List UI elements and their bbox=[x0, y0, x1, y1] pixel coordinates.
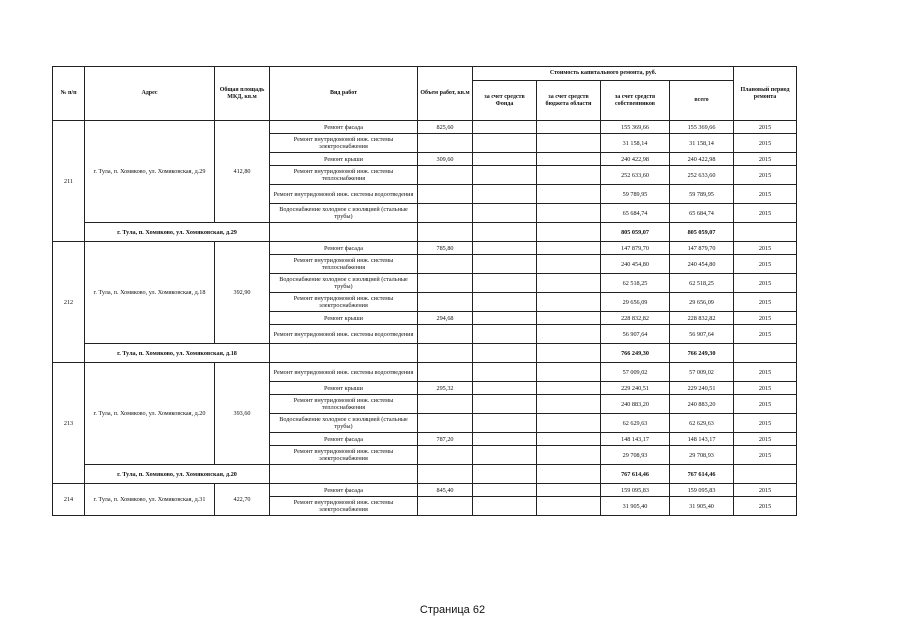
budget-cell bbox=[537, 382, 601, 395]
subtotal-budget-cell bbox=[537, 223, 601, 242]
row-number: 214 bbox=[53, 484, 85, 516]
budget-cell bbox=[537, 484, 601, 497]
header-address: Адрес bbox=[85, 67, 215, 121]
total-cost-cell: 31 905,40 bbox=[670, 497, 734, 516]
fund-cell bbox=[473, 433, 537, 446]
period-cell: 2015 bbox=[734, 312, 797, 325]
header-fund: за счет средств Фонда bbox=[473, 81, 537, 121]
total-cost-cell: 147 879,70 bbox=[670, 242, 734, 255]
subtotal-owners-cost: 766 249,30 bbox=[601, 344, 670, 363]
owners-cost-cell: 57 009,02 bbox=[601, 363, 670, 382]
work-type-cell: Ремонт внутридомовой инж. системы теплоснабжения bbox=[270, 166, 418, 185]
work-type-cell: Водоснабжение холодное с изоляцией (стальные трубы) bbox=[270, 204, 418, 223]
budget-cell bbox=[537, 274, 601, 293]
table-row bbox=[53, 121, 797, 134]
budget-cell bbox=[537, 446, 601, 465]
total-cost-cell: 148 143,17 bbox=[670, 433, 734, 446]
period-cell: 2015 bbox=[734, 325, 797, 344]
work-type-cell: Ремонт внутридомовой инж. системы водоотведения bbox=[270, 363, 418, 382]
subtotal-work-cell bbox=[270, 344, 418, 363]
document-page bbox=[52, 66, 797, 516]
owners-cost-cell: 240 883,20 bbox=[601, 395, 670, 414]
owners-cost-cell: 240 454,80 bbox=[601, 255, 670, 274]
total-cost-cell: 29 656,09 bbox=[670, 293, 734, 312]
volume-cell bbox=[418, 325, 473, 344]
header-budget: за счет средств бюджета области bbox=[537, 81, 601, 121]
header-period: Плановый период ремонта bbox=[734, 67, 797, 121]
area-cell: 412,80 bbox=[215, 121, 270, 223]
work-type-cell: Ремонт внутридомовой инж. системы водоотведения bbox=[270, 185, 418, 204]
total-cost-cell: 59 789,95 bbox=[670, 185, 734, 204]
row-number: 212 bbox=[53, 242, 85, 363]
budget-cell bbox=[537, 363, 601, 382]
budget-cell bbox=[537, 121, 601, 134]
fund-cell bbox=[473, 293, 537, 312]
subtotal-total-cost: 766 249,30 bbox=[670, 344, 734, 363]
table-row bbox=[53, 484, 797, 497]
subtotal-budget-cell bbox=[537, 344, 601, 363]
subtotal-vol-cell bbox=[418, 344, 473, 363]
fund-cell bbox=[473, 166, 537, 185]
budget-cell bbox=[537, 497, 601, 516]
period-cell: 2015 bbox=[734, 274, 797, 293]
fund-cell bbox=[473, 395, 537, 414]
total-cost-cell: 228 832,82 bbox=[670, 312, 734, 325]
subtotal-total-cost: 767 614,46 bbox=[670, 465, 734, 484]
period-cell: 2015 bbox=[734, 446, 797, 465]
work-type-cell: Ремонт фасада bbox=[270, 484, 418, 497]
budget-cell bbox=[537, 185, 601, 204]
volume-cell bbox=[418, 446, 473, 465]
subtotal-fund-cell bbox=[473, 465, 537, 484]
total-cost-cell: 240 454,80 bbox=[670, 255, 734, 274]
volume-cell: 294,68 bbox=[418, 312, 473, 325]
volume-cell bbox=[418, 497, 473, 516]
subtotal-vol-cell bbox=[418, 465, 473, 484]
period-cell: 2015 bbox=[734, 153, 797, 166]
total-cost-cell: 252 633,60 bbox=[670, 166, 734, 185]
owners-cost-cell: 240 422,98 bbox=[601, 153, 670, 166]
period-cell: 2015 bbox=[734, 484, 797, 497]
owners-cost-cell: 228 832,82 bbox=[601, 312, 670, 325]
work-type-cell: Ремонт внутридомовой инж. системы электроснабжения bbox=[270, 134, 418, 153]
total-cost-cell: 57 009,02 bbox=[670, 363, 734, 382]
fund-cell bbox=[473, 153, 537, 166]
budget-cell bbox=[537, 255, 601, 274]
volume-cell bbox=[418, 185, 473, 204]
volume-cell bbox=[418, 166, 473, 185]
volume-cell: 295,32 bbox=[418, 382, 473, 395]
work-type-cell: Ремонт фасада bbox=[270, 121, 418, 134]
volume-cell: 785,80 bbox=[418, 242, 473, 255]
work-type-cell: Ремонт крыши bbox=[270, 382, 418, 395]
fund-cell bbox=[473, 242, 537, 255]
repair-cost-table bbox=[52, 66, 797, 516]
subtotal-period-cell bbox=[734, 465, 797, 484]
period-cell: 2015 bbox=[734, 414, 797, 433]
subtotal-address: г. Тула, п. Хомяково, ул. Хомяковская, д.29 bbox=[85, 223, 270, 242]
period-cell: 2015 bbox=[734, 166, 797, 185]
owners-cost-cell: 59 789,95 bbox=[601, 185, 670, 204]
volume-cell bbox=[418, 414, 473, 433]
owners-cost-cell: 31 158,14 bbox=[601, 134, 670, 153]
work-type-cell: Ремонт внутридомовой инж. системы электроснабжения bbox=[270, 497, 418, 516]
fund-cell bbox=[473, 484, 537, 497]
area-cell: 422,70 bbox=[215, 484, 270, 516]
volume-cell bbox=[418, 255, 473, 274]
total-cost-cell: 62 518,25 bbox=[670, 274, 734, 293]
header-volume: Объем работ, кв.м bbox=[418, 67, 473, 121]
owners-cost-cell: 155 369,66 bbox=[601, 121, 670, 134]
period-cell: 2015 bbox=[734, 255, 797, 274]
period-cell: 2015 bbox=[734, 363, 797, 382]
table-body bbox=[53, 121, 797, 516]
total-cost-cell: 240 883,20 bbox=[670, 395, 734, 414]
budget-cell bbox=[537, 325, 601, 344]
budget-cell bbox=[537, 153, 601, 166]
subtotal-row bbox=[53, 344, 797, 363]
fund-cell bbox=[473, 204, 537, 223]
budget-cell bbox=[537, 242, 601, 255]
row-number: 213 bbox=[53, 363, 85, 484]
fund-cell bbox=[473, 121, 537, 134]
volume-cell: 787,20 bbox=[418, 433, 473, 446]
area-cell: 392,90 bbox=[215, 242, 270, 344]
page-number: Страница 62 bbox=[419, 604, 486, 616]
header-area: Общая площадь МКД, кв.м bbox=[215, 67, 270, 121]
row-number: 211 bbox=[53, 121, 85, 242]
subtotal-row bbox=[53, 223, 797, 242]
period-cell: 2015 bbox=[734, 242, 797, 255]
work-type-cell: Ремонт внутридомовой инж. системы теплоснабжения bbox=[270, 255, 418, 274]
subtotal-period-cell bbox=[734, 223, 797, 242]
header-cost-group: Стоимость капитального ремонта, руб. bbox=[473, 67, 734, 81]
budget-cell bbox=[537, 395, 601, 414]
fund-cell bbox=[473, 325, 537, 344]
work-type-cell: Ремонт внутридомовой инж. системы теплоснабжения bbox=[270, 395, 418, 414]
subtotal-row bbox=[53, 465, 797, 484]
owners-cost-cell: 62 629,63 bbox=[601, 414, 670, 433]
table-row bbox=[53, 363, 797, 382]
period-cell: 2015 bbox=[734, 134, 797, 153]
subtotal-total-cost: 805 059,07 bbox=[670, 223, 734, 242]
volume-cell: 825,60 bbox=[418, 121, 473, 134]
work-type-cell: Ремонт внутридомовой инж. системы водоотведения bbox=[270, 325, 418, 344]
fund-cell bbox=[473, 497, 537, 516]
subtotal-owners-cost: 805 059,07 bbox=[601, 223, 670, 242]
period-cell: 2015 bbox=[734, 382, 797, 395]
work-type-cell: Ремонт фасада bbox=[270, 433, 418, 446]
owners-cost-cell: 29 708,93 bbox=[601, 446, 670, 465]
total-cost-cell: 240 422,98 bbox=[670, 153, 734, 166]
subtotal-address: г. Тула, п. Хомяково, ул. Хомяковская, д.18 bbox=[85, 344, 270, 363]
subtotal-owners-cost: 767 614,46 bbox=[601, 465, 670, 484]
work-type-cell: Ремонт крыши bbox=[270, 153, 418, 166]
work-type-cell: Ремонт внутридомовой инж. системы электроснабжения bbox=[270, 446, 418, 465]
volume-cell bbox=[418, 274, 473, 293]
budget-cell bbox=[537, 166, 601, 185]
volume-cell: 845,40 bbox=[418, 484, 473, 497]
fund-cell bbox=[473, 255, 537, 274]
work-type-cell: Ремонт крыши bbox=[270, 312, 418, 325]
subtotal-work-cell bbox=[270, 465, 418, 484]
fund-cell bbox=[473, 312, 537, 325]
period-cell: 2015 bbox=[734, 185, 797, 204]
period-cell: 2015 bbox=[734, 433, 797, 446]
total-cost-cell: 229 240,51 bbox=[670, 382, 734, 395]
total-cost-cell: 56 907,64 bbox=[670, 325, 734, 344]
volume-cell: 309,60 bbox=[418, 153, 473, 166]
period-cell: 2015 bbox=[734, 497, 797, 516]
subtotal-budget-cell bbox=[537, 465, 601, 484]
subtotal-work-cell bbox=[270, 223, 418, 242]
owners-cost-cell: 229 240,51 bbox=[601, 382, 670, 395]
header-total: всего bbox=[670, 81, 734, 121]
total-cost-cell: 31 158,14 bbox=[670, 134, 734, 153]
fund-cell bbox=[473, 446, 537, 465]
owners-cost-cell: 56 907,64 bbox=[601, 325, 670, 344]
address-cell: г. Тула, п. Хомяково, ул. Хомяковская, д.20 bbox=[85, 363, 215, 465]
fund-cell bbox=[473, 185, 537, 204]
owners-cost-cell: 159 095,83 bbox=[601, 484, 670, 497]
address-cell: г. Тула, п. Хомяково, ул. Хомяковская, д.29 bbox=[85, 121, 215, 223]
volume-cell bbox=[418, 293, 473, 312]
total-cost-cell: 29 708,93 bbox=[670, 446, 734, 465]
header-work-type: Вид работ bbox=[270, 67, 418, 121]
total-cost-cell: 62 629,63 bbox=[670, 414, 734, 433]
budget-cell bbox=[537, 433, 601, 446]
budget-cell bbox=[537, 134, 601, 153]
subtotal-vol-cell bbox=[418, 223, 473, 242]
work-type-cell: Водоснабжение холодное с изоляцией (стальные трубы) bbox=[270, 274, 418, 293]
address-cell: г. Тула, п. Хомяково, ул. Хомяковская, д.18 bbox=[85, 242, 215, 344]
header-owners: за счет средств собственников bbox=[601, 81, 670, 121]
owners-cost-cell: 29 656,09 bbox=[601, 293, 670, 312]
work-type-cell: Ремонт внутридомовой инж. системы электроснабжения bbox=[270, 293, 418, 312]
owners-cost-cell: 252 633,60 bbox=[601, 166, 670, 185]
period-cell: 2015 bbox=[734, 293, 797, 312]
volume-cell bbox=[418, 204, 473, 223]
budget-cell bbox=[537, 204, 601, 223]
subtotal-period-cell bbox=[734, 344, 797, 363]
budget-cell bbox=[537, 312, 601, 325]
subtotal-address: г. Тула, п. Хомяково, ул. Хомяковская, д.20 bbox=[85, 465, 270, 484]
period-cell: 2015 bbox=[734, 204, 797, 223]
volume-cell bbox=[418, 395, 473, 414]
fund-cell bbox=[473, 382, 537, 395]
fund-cell bbox=[473, 134, 537, 153]
subtotal-fund-cell bbox=[473, 223, 537, 242]
volume-cell bbox=[418, 363, 473, 382]
owners-cost-cell: 62 518,25 bbox=[601, 274, 670, 293]
table-row bbox=[53, 242, 797, 255]
subtotal-fund-cell bbox=[473, 344, 537, 363]
owners-cost-cell: 148 143,17 bbox=[601, 433, 670, 446]
fund-cell bbox=[473, 363, 537, 382]
budget-cell bbox=[537, 293, 601, 312]
period-cell: 2015 bbox=[734, 121, 797, 134]
owners-cost-cell: 147 879,70 bbox=[601, 242, 670, 255]
total-cost-cell: 159 095,83 bbox=[670, 484, 734, 497]
period-cell: 2015 bbox=[734, 395, 797, 414]
owners-cost-cell: 65 684,74 bbox=[601, 204, 670, 223]
work-type-cell: Ремонт фасада bbox=[270, 242, 418, 255]
work-type-cell: Водоснабжение холодное с изоляцией (стальные трубы) bbox=[270, 414, 418, 433]
header-num: № п/п bbox=[53, 67, 85, 121]
owners-cost-cell: 31 905,40 bbox=[601, 497, 670, 516]
volume-cell bbox=[418, 134, 473, 153]
area-cell: 393,60 bbox=[215, 363, 270, 465]
total-cost-cell: 155 369,66 bbox=[670, 121, 734, 134]
budget-cell bbox=[537, 414, 601, 433]
total-cost-cell: 65 684,74 bbox=[670, 204, 734, 223]
address-cell: г. Тула, п. Хомяково, ул. Хомяковская, д.31 bbox=[85, 484, 215, 516]
fund-cell bbox=[473, 274, 537, 293]
fund-cell bbox=[473, 414, 537, 433]
